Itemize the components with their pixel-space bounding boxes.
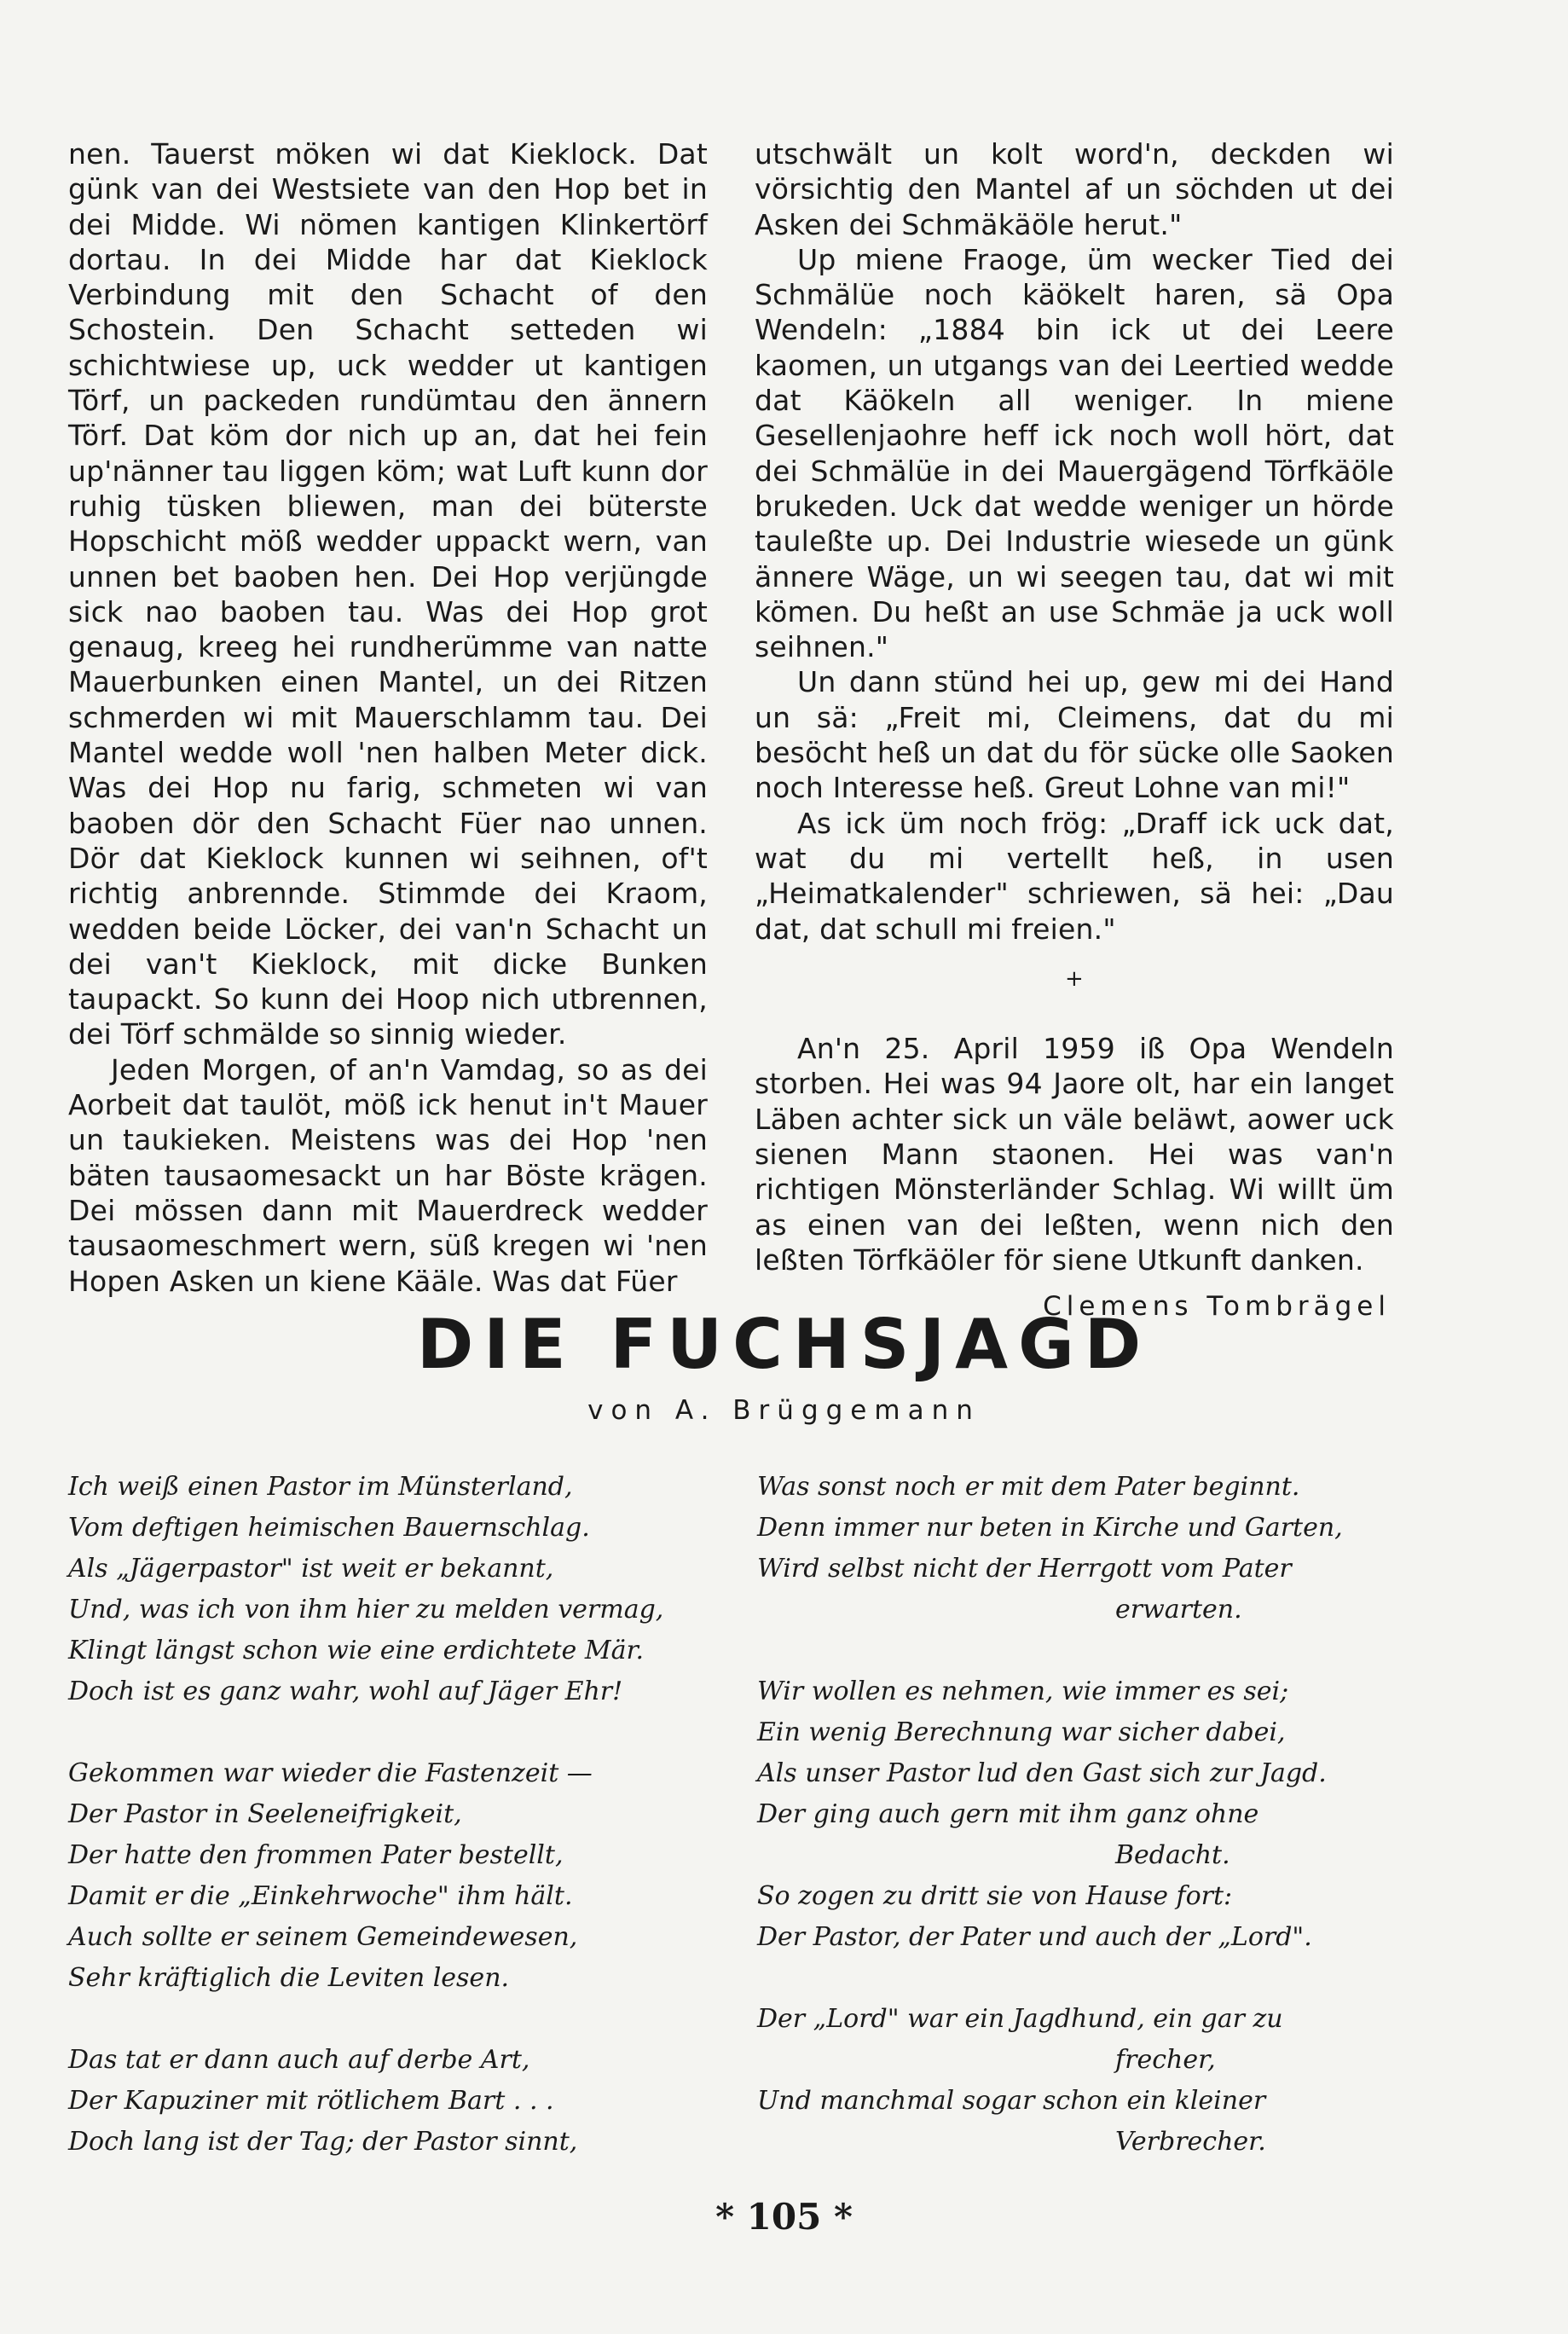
poem-line: Und, was ich von ihm hier zu melden vermag, (68, 1595, 664, 1625)
poem-right-column (757, 1467, 1414, 2204)
poem-stanza (757, 1671, 1414, 1958)
poem-stanza (68, 1467, 733, 1712)
poem-line: Der hatte den frommen Pater bestellt, (68, 1840, 564, 1870)
poem-line: Vom deftigen heimischen Bauernschlag. (68, 1513, 590, 1543)
poem-stanza (68, 1753, 733, 1999)
poem-line: Ein wenig Berechnung war sicher dabei, (757, 1717, 1286, 1747)
paragraph: Up miene Fraoge, üm wecker Tied dei Schmälüe noch käökelt haren, sä Opa Wendeln: „1884 bin ick ut dei Leere kaomen, un utgangs van dei Leertied wedde dat Käökeln all weniger. In miene Gesellenjaohre heff ick noch woll hört, dat dei Schmälüe in dei Mauergägend Törfkäöle brukeden. Uck dat wedde weniger un hörde tauleßte up. Dei Industrie wiesede un günk ännere Wäge, un wi seegen tau, dat wi mit kömen. Du heßt an use Schmäe ja uck woll seihnen." (755, 242, 1394, 664)
poem-line: Klingt längst schon wie eine erdichtete Mär. (68, 1636, 645, 1665)
paragraph: Jeden Morgen, of an'n Vamdag, so as dei Aorbeit dat taulöt, möß ick henut in't Mauer un taukieken. Meistens was dei Hop 'nen bäten tausaomesackt un har Böste krägen. Dei mössen dann mit Mauerdreck wedder tausaomeschmert wern, süß kregen wi 'nen Hopen Asken un kiene Kääle. Was dat Füer (68, 1052, 708, 1298)
poem-left-column (68, 1467, 733, 2204)
poem-line: Ich weiß einen Pastor im Münsterland, (68, 1472, 573, 1502)
poem-line: Damit er die „Einkehrwoche" ihm hält. (68, 1881, 573, 1911)
poem-line: Das tat er dann auch auf derbe Art, (68, 2045, 530, 2075)
poem-line: Der „Lord" war ein Jagdhund, ein gar zu (757, 2004, 1283, 2034)
poem-stanza (757, 1467, 1414, 1630)
poem-line: Doch lang ist der Tag; der Pastor sinnt, (68, 2127, 578, 2157)
poem-line: Wird selbst nicht der Herrgott vom Pater (757, 1554, 1292, 1584)
poem-line: Der Pastor in Seeleneifrigkeit, (68, 1799, 462, 1829)
poem-title: DIE FUCHSJAGD (416, 1305, 1152, 1384)
right-text-column (755, 136, 1394, 1325)
poem-line: Und manchmal sogar schon ein kleiner (757, 2086, 1266, 2116)
poem-line: erwarten. (1115, 1595, 1242, 1625)
paragraph: utschwält un kolt word'n, deckden wi vörsichtig den Mantel af un söchden ut dei Asken dei Schmäkäöle herut." (755, 137, 1394, 241)
poem-line: So zogen zu dritt sie von Hause fort: (757, 1881, 1233, 1911)
poem-line: Auch sollte er seinem Gemeindewesen, (68, 1922, 578, 1952)
poem-stanza (757, 1999, 1414, 2163)
paragraph: nen. Tauerst möken wi dat Kieklock. Dat günk van dei Westsiete van den Hop bet in dei Midde. Wi nömen kantigen Klinkertörf dortau. In dei Midde har dat Kieklock Verbindung mit den Schacht of den Schostein. Den Schacht setteden wi schichtwiese up, uck wedder ut kantigen Törf, un packeden rundümtau den ännern Törf. Dat köm dor nich up an, dat hei fein up'nänner tau liggen köm; wat Luft kunn dor ruhig tüsken bliewen, man dei büterste Hopschicht möß wedder uppackt wern, van unnen bet baoben hen. Dei Hop verjüngde sick nao baoben tau. Was dei Hop grot genaug, kreeg hei rundherümme van natte Mauerbunken einen Mantel, un dei Ritzen schmerden wi mit Mauerschlamm tau. Dei Mantel wedde woll 'nen halben Meter dick. Was dei Hop nu farig, schmeten wi van baoben dör den Schacht Füer nao unnen. Dör dat Kieklock kunnen wi seihnen, of't richtig anbrennde. Stimmde dei Kraom, wedden beide Löcker, dei van'n Schacht un dei van't Kieklock, mit dicke Bunken taupackt. So kunn dei Hoop nich utbrennen, dei Törf schmälde so sinnig wieder. (68, 137, 708, 1051)
author-signature: Clemens Tombrägel (1043, 1291, 1391, 1323)
paragraph: An'n 25. April 1959 iß Opa Wendeln storben. Hei was 94 Jaore olt, har ein langet Läben achter sick un väle beläwt, aower uck sienen Mann staonen. Hei was van'n richtigen Mönsterländer Schlag. Wi willt üm as einen van dei leßten, wenn nich den leßten Törfkäöler för siene Utkunft danken. (755, 1032, 1394, 1277)
poem-byline: von A. Brüggemann (587, 1395, 981, 1426)
poem-line: Der Pastor, der Pater und auch der „Lord". (757, 1922, 1312, 1952)
section-separator: + (1065, 965, 1084, 992)
paragraph: As ick üm noch frög: „Draff ick uck dat, wat du mi vertellt heß, in usen „Heimatkalender" schriewen, sä hei: „Dau dat, dat schull mi freien." (755, 806, 1394, 946)
poem-line: Der Kapuziner mit rötlichem Bart . . . (68, 2086, 554, 2116)
poem-line: Als „Jägerpastor" ist weit er bekannt, (68, 1554, 554, 1584)
poem-line: Als unser Pastor lud den Gast sich zur Jagd. (757, 1758, 1327, 1788)
left-text-column (68, 136, 708, 1299)
poem-stanza (68, 2040, 733, 2163)
poem-line: Was sonst noch er mit dem Pater beginnt. (757, 1472, 1300, 1502)
poem-line: Denn immer nur beten in Kirche und Garten, (757, 1513, 1343, 1543)
poem-line: Gekommen war wieder die Fastenzeit — (68, 1758, 593, 1788)
poem-line: Der ging auch gern mit ihm ganz ohne (757, 1799, 1259, 1829)
poem-line: Doch ist es ganz wahr, wohl auf Jäger Ehr! (68, 1677, 623, 1706)
poem-line: frecher, (1115, 2045, 1216, 2075)
poem-line: Wir wollen es nehmen, wie immer es sei; (757, 1677, 1289, 1706)
page-number: * 105 * (715, 2196, 853, 2238)
poem-line: Bedacht. (1115, 1840, 1230, 1870)
paragraph: Un dann stünd hei up, gew mi dei Hand un sä: „Freit mi, Cleimens, dat du mi besöcht heß un dat du för sücke olle Saoken noch Interesse heß. Greut Lohne van mi!" (755, 665, 1394, 805)
poem-line: Verbrecher. (1115, 2127, 1266, 2157)
poem-line: Sehr kräftiglich die Leviten lesen. (68, 1963, 510, 1993)
